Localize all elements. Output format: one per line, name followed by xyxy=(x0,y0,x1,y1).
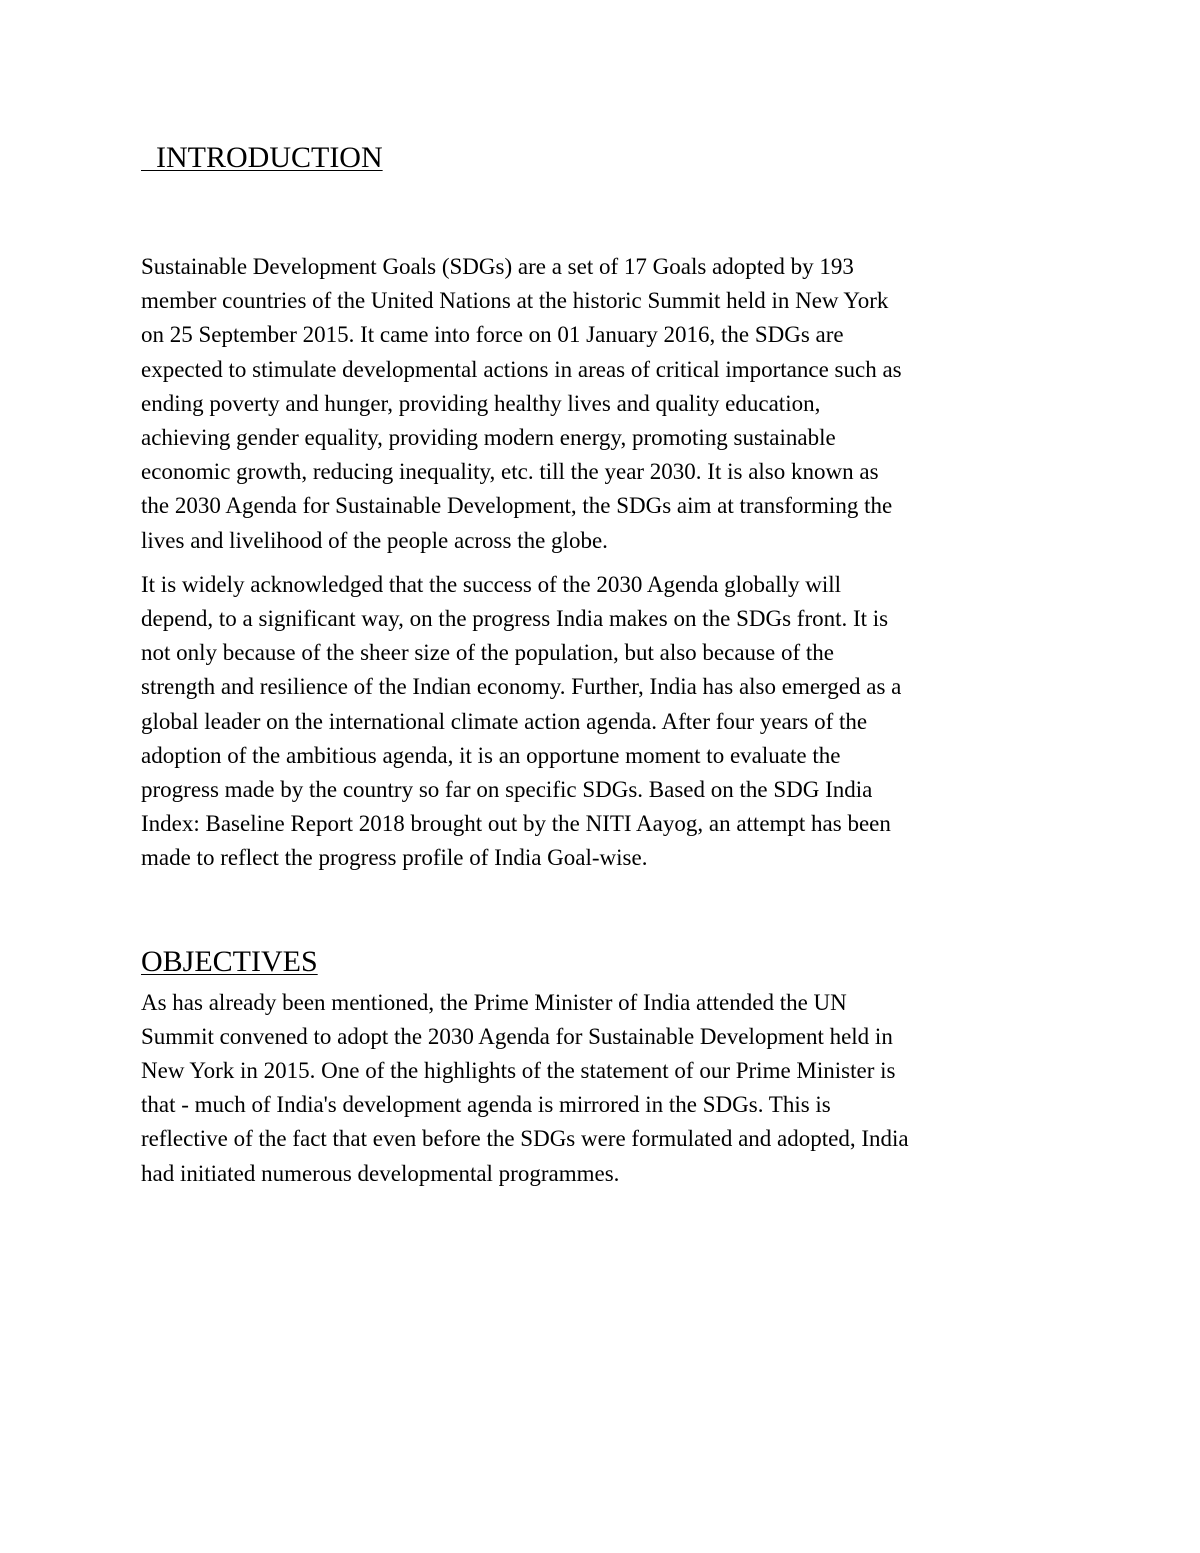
introduction-heading: INTRODUCTION xyxy=(141,141,383,174)
document-body xyxy=(141,138,1066,1191)
objectives-heading: OBJECTIVES xyxy=(141,944,318,978)
objectives-paragraph: As has already been mentioned, the Prime Minister of India attended the UN Summit convened to adopt the 2030 Agenda for Sustainable Development held in New York in 2015. One of the highlights of the statement of our Prime Minister is that - much of India's development agenda is mirrored in the SDGs. This is reflective of the fact that even before the SDGs were formulated and adopted, India had initiated numerous developmental programmes. xyxy=(141,989,909,1186)
introduction-paragraph-2: It is widely acknowledged that the success of the 2030 Agenda globally will depend, to a significant way, on the progress India makes on the SDGs front. It is not only because of the sheer size of the population, but also because of the strength and resilience of the Indian economy. Further, India has also emerged as a global leader on the international climate action agenda. After four years of the adoption of the ambitious agenda, it is an opportune moment to evaluate the progress made by the country so far on specific SDGs. Based on the SDG India Index: Baseline Report 2018 brought out by the NITI Aayog, an attempt has been made to reflect the progress profile of India Goal-wise. xyxy=(141,571,902,871)
introduction-paragraph-1: Sustainable Development Goals (SDGs) are a set of 17 Goals adopted by 193 member countries of the United Nations at the historic Summit held in New York on 25 September 2015. It came into force on 01 January 2016, the SDGs are expected to stimulate developmental actions in areas of critical importance such as ending poverty and hunger, providing healthy lives and quality education, achieving gender equality, providing modern energy, promoting sustainable economic growth, reducing inequality, etc. till the year 2030. It is also known as the 2030 Agenda for Sustainable Development, the SDGs aim at transforming the lives and livelihood of the people across the globe. xyxy=(141,254,902,553)
